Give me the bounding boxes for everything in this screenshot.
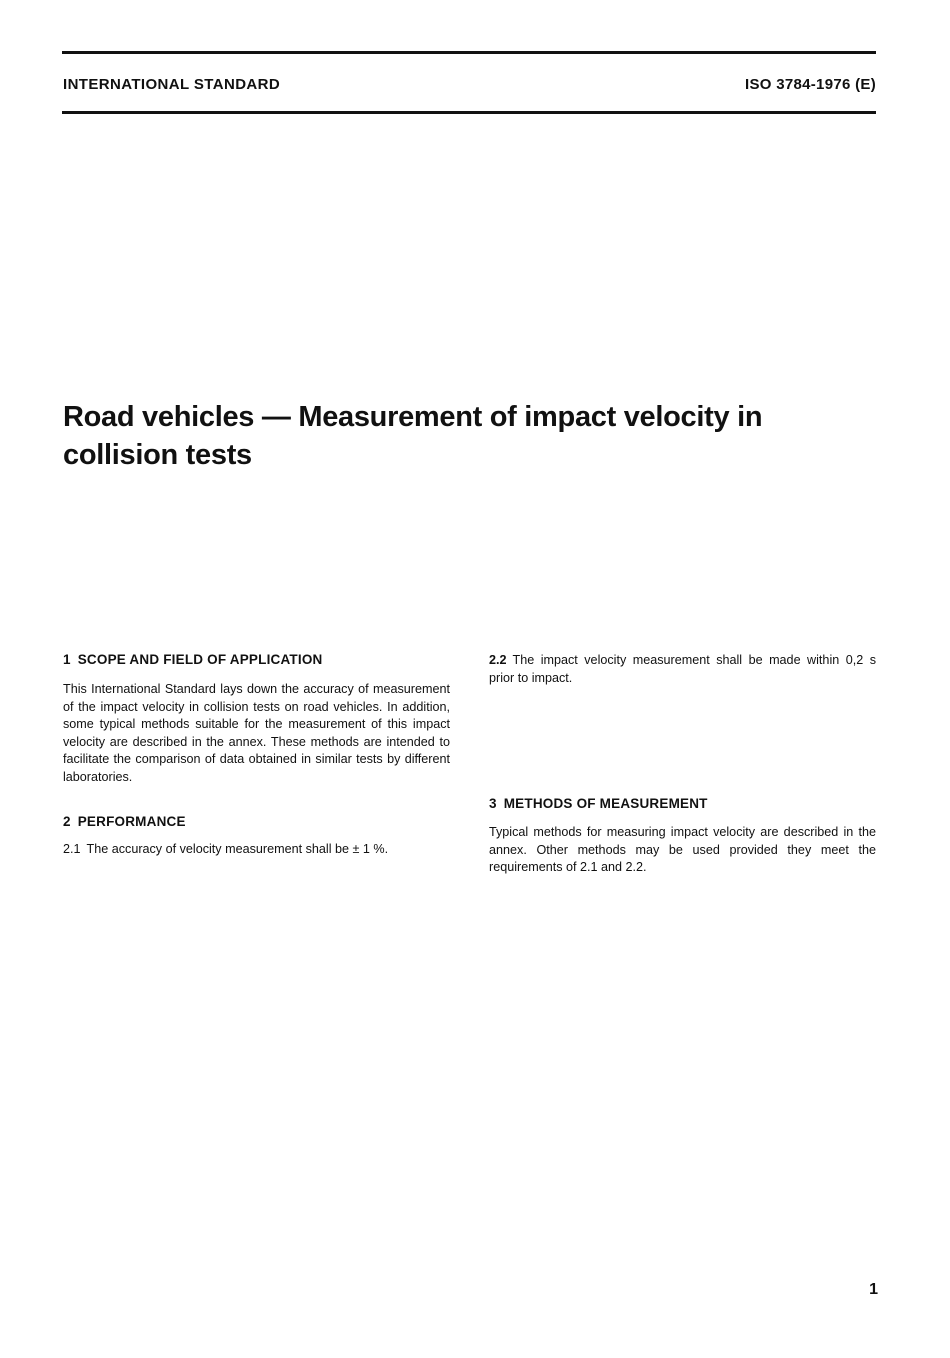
section-heading-scope xyxy=(63,652,450,667)
clause-2-2 xyxy=(489,652,876,687)
section-title: METHODS OF MEASUREMENT xyxy=(503,796,708,811)
clause-text: The accuracy of velocity measurement shall be ± 1 %. xyxy=(86,842,389,856)
clause-number: 2.2 xyxy=(489,653,507,667)
scope-paragraph: This International Standard lays down the accuracy of measurement of the impact velocity in collision tests on road vehicles. In addition, some typical methods suitable for the measurement of this impact velocity are described in the annex. These methods are intended to facilitate the comparison of data obtained in similar tests by different laboratories. xyxy=(63,682,450,784)
methods-paragraph: Typical methods for measuring impact velocity are described in the annex. Other methods may be used provided they meet the requirements of 2.1 and 2.2. xyxy=(489,825,876,874)
section-title: PERFORMANCE xyxy=(77,814,186,829)
section-methods xyxy=(489,796,876,877)
clause-text: The impact velocity measurement shall be made within 0,2 s prior to impact. xyxy=(489,653,876,685)
header-bottom-rule xyxy=(62,111,876,114)
standard-type-label: INTERNATIONAL STANDARD xyxy=(63,76,281,93)
clause-number: 2.1 xyxy=(63,842,81,856)
section-heading-performance xyxy=(63,814,450,829)
clause-2-1 xyxy=(63,841,450,859)
section-title: SCOPE AND FIELD OF APPLICATION xyxy=(77,652,323,667)
header-top-rule xyxy=(62,51,876,54)
section-heading-methods xyxy=(489,796,876,811)
right-column xyxy=(489,652,876,877)
section-number: 1 xyxy=(63,652,71,667)
document-title: Road vehicles — Measurement of impact velocity in collision tests xyxy=(63,401,763,471)
standard-reference: ISO 3784-1976 (E) xyxy=(744,76,876,93)
section-performance xyxy=(63,814,450,859)
section-number: 2 xyxy=(63,814,71,829)
section-scope xyxy=(63,652,450,786)
page-number: 1 xyxy=(869,1281,878,1298)
left-column xyxy=(63,652,450,859)
section-number: 3 xyxy=(489,796,497,811)
